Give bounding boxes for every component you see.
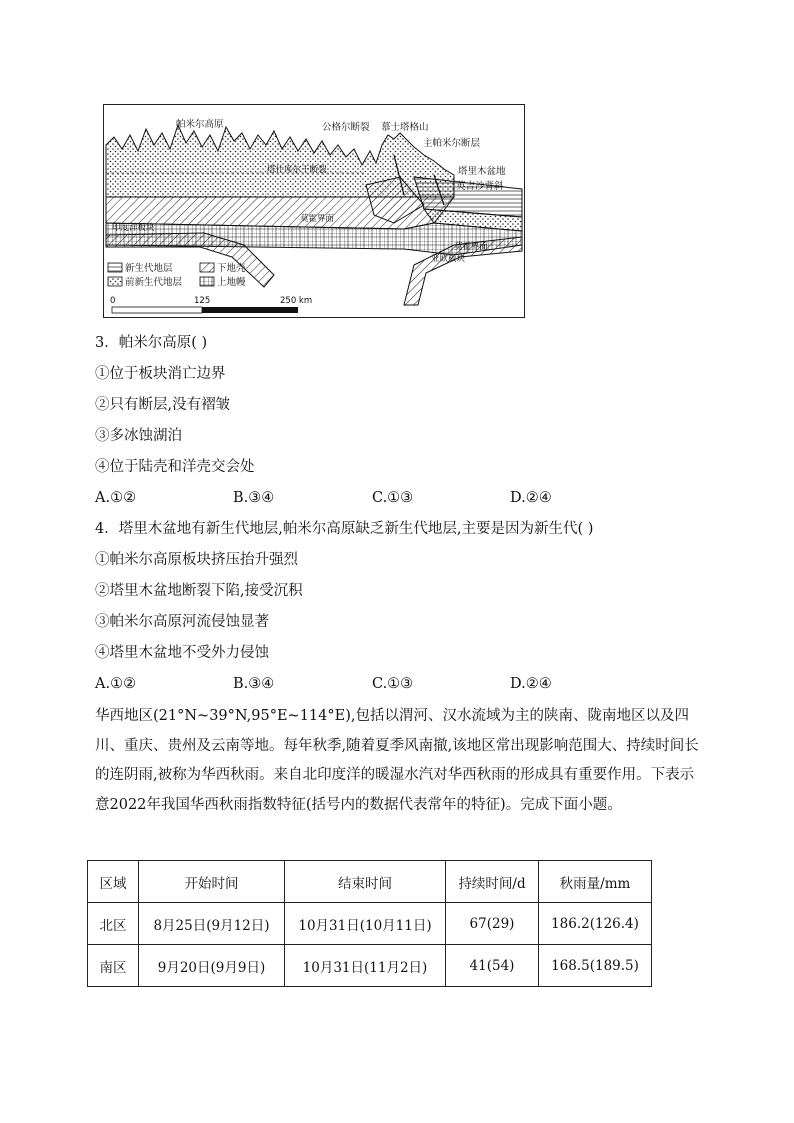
table-row [88,945,652,987]
table-header-cell: 结束时间 [285,861,446,903]
scale-bar-black [202,307,298,313]
legend-cenozoic: 新生代地层 [125,263,173,274]
table-cell: 9月20日(9月9日) [139,945,285,987]
q3-item-1: ①位于板块消亡边界 [95,366,226,382]
autumn-rain-table [87,860,652,987]
q3-item-4: ④位于陆壳和洋壳交会处 [95,459,255,475]
q3-option-d[interactable]: D.②④ [510,490,552,506]
q4-item-3: ③帕米尔高原河流侵蚀显著 [95,614,269,630]
q4-item-2: ②塔里木盆地断裂下陷,接受沉积 [95,583,303,599]
table-row [88,903,652,945]
legend-upper-mantle: 上地幔 [217,277,246,288]
legend-swatch-pre-cenozoic [108,277,122,286]
table-header-cell: 秋雨量/mm [539,861,652,903]
label-eurasian-plate: 亚欧板块 [431,254,466,264]
scale-label-0: 0 [110,296,116,306]
legend-swatch-lower-crust [200,263,214,272]
q3-option-c[interactable]: C.①③ [372,490,414,506]
scale-label-250: 250 km [280,296,313,306]
label-tashkurgan-fault: 塔什库尔干断裂 [267,165,327,175]
scale-bar-white [112,307,202,313]
geologic-cross-section-figure [103,104,525,318]
label-pamir-plateau: 帕米尔高原 [176,119,224,130]
table-header-cell: 持续时间/d [446,861,539,903]
label-muztagh: 慕士塔格山 [381,122,429,133]
table-header-cell: 开始时间 [139,861,285,903]
q3-item-3: ③多冰蚀湖泊 [95,428,182,444]
table-cell: 41(54) [446,945,539,987]
table-cell: 67(29) [446,903,539,945]
table-cell: 10月31日(11月2日) [285,945,446,987]
table-header-cell: 区域 [88,861,139,903]
label-main-pamir-fault: 主帕米尔断层 [423,138,481,149]
q3-stem: 3．帕米尔高原( ) [95,335,208,351]
table-cell: 168.5(189.5) [539,945,652,987]
scale-label-125: 125 [194,296,211,306]
label-indian-plate: 印度洋板块 [112,223,155,233]
table-header-row [88,861,652,903]
legend-pre-cenozoic: 前新生代地层 [125,277,183,288]
q4-option-d[interactable]: D.②④ [510,676,552,692]
q4-option-a[interactable]: A.①② [95,676,137,692]
table-cell: 北区 [88,903,139,945]
label-moho-2: 莫霍界面 [454,242,489,252]
cross-section-svg [104,105,524,317]
passage-text: 华西地区(21°N~39°N,95°E~114°E),包括以渭河、汉水流域为主的陕南、陇南地区以及四川、重庆、贵州及云南等地。每年秋季,随着夏季风南撤,该地区常出现影响范围大、持续时间长的连阴雨,被称为华西秋雨。来自北印度洋的暖湿水汽对华西秋雨的形成具有重要作用。下表示意2022年我国华西秋雨指数特征(括号内的数据代表常年的特征)。完成下面小题。 [95,708,699,813]
q4-item-1: ①帕米尔高原板块挤压抬升强烈 [95,552,298,568]
table-cell: 10月31日(10月11日) [285,903,446,945]
legend-swatch-cenozoic [108,263,122,272]
label-yingjisha-anticline: 英吉沙背斜 [456,181,504,192]
q4-item-4: ④塔里木盆地不受外力侵蚀 [95,645,269,661]
table-cell: 186.2(126.4) [539,903,652,945]
q4-stem: 4．塔里木盆地有新生代地层,帕米尔高原缺乏新生代地层,主要是因为新生代( ) [95,521,594,537]
legend-swatch-upper-mantle [200,277,214,286]
label-moho-1: 莫霍界面 [300,214,335,224]
table-cell: 8月25日(9月12日) [139,903,285,945]
q4-option-c[interactable]: C.①③ [372,676,414,692]
legend-lower-crust: 下地壳 [217,263,246,274]
table-cell: 南区 [88,945,139,987]
q3-option-a[interactable]: A.①② [95,490,137,506]
q4-option-b[interactable]: B.③④ [233,676,275,692]
label-tarim-basin: 塔里木盆地 [458,166,506,177]
q3-item-2: ②只有断层,没有褶皱 [95,397,231,413]
q3-option-b[interactable]: B.③④ [233,490,275,506]
label-kongur-fault: 公格尔断裂 [322,122,370,133]
